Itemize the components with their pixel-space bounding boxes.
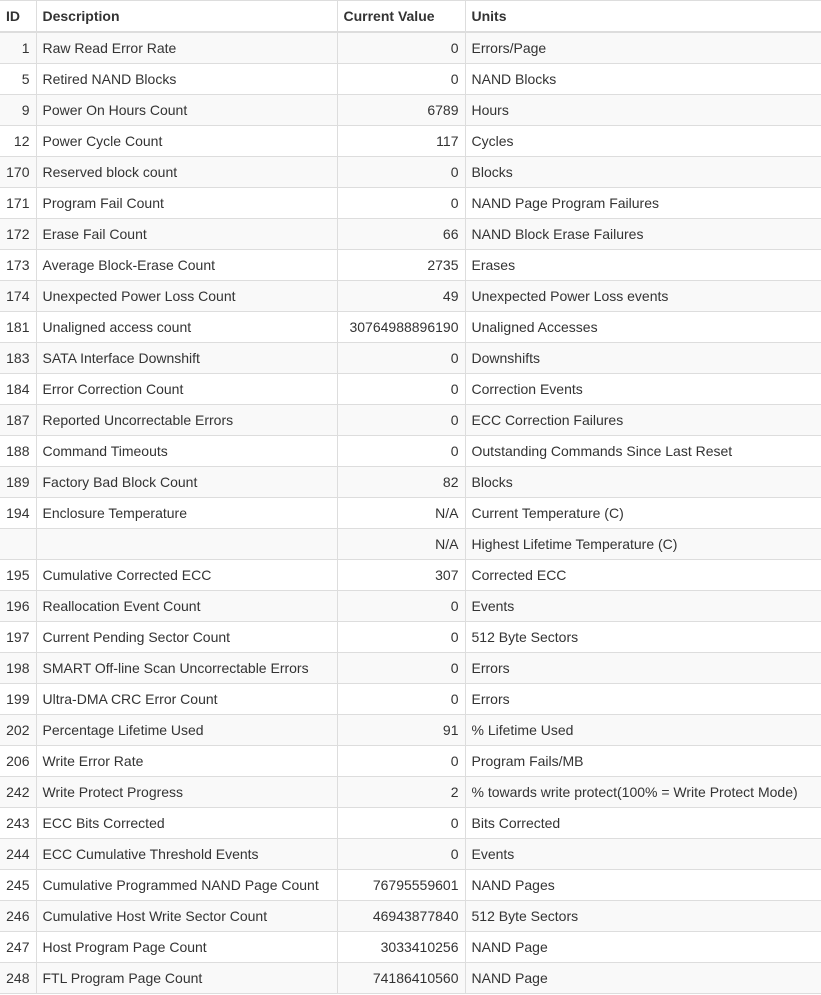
cell-units: % Lifetime Used (465, 715, 821, 746)
cell-units: Unaligned Accesses (465, 312, 821, 343)
cell-units: Errors (465, 653, 821, 684)
cell-description: Cumulative Programmed NAND Page Count (36, 870, 337, 901)
table-row (0, 808, 821, 839)
cell-id: 194 (0, 498, 36, 529)
cell-description: Enclosure Temperature (36, 498, 337, 529)
cell-units: Errors/Page (465, 32, 821, 64)
cell-current-value: 82 (337, 467, 465, 498)
cell-description: Reallocation Event Count (36, 591, 337, 622)
cell-id: 187 (0, 405, 36, 436)
table-body (0, 32, 821, 994)
table-row (0, 436, 821, 467)
cell-id: 172 (0, 219, 36, 250)
table-row (0, 529, 821, 560)
cell-current-value: N/A (337, 498, 465, 529)
cell-description: Program Fail Count (36, 188, 337, 219)
table-row (0, 901, 821, 932)
cell-current-value: 30764988896190 (337, 312, 465, 343)
cell-description: Raw Read Error Rate (36, 32, 337, 64)
cell-description: Ultra-DMA CRC Error Count (36, 684, 337, 715)
cell-id: 183 (0, 343, 36, 374)
cell-current-value: 0 (337, 157, 465, 188)
table-row (0, 591, 821, 622)
cell-id: 197 (0, 622, 36, 653)
table-row (0, 746, 821, 777)
cell-units: Cycles (465, 126, 821, 157)
cell-description: Reserved block count (36, 157, 337, 188)
cell-current-value: 0 (337, 405, 465, 436)
cell-id: 202 (0, 715, 36, 746)
cell-id: 199 (0, 684, 36, 715)
cell-units: NAND Pages (465, 870, 821, 901)
cell-current-value: 0 (337, 746, 465, 777)
cell-units: 512 Byte Sectors (465, 901, 821, 932)
cell-id: 245 (0, 870, 36, 901)
cell-id: 12 (0, 126, 36, 157)
cell-units: Blocks (465, 467, 821, 498)
column-header-description[interactable]: Description (36, 1, 337, 33)
cell-current-value: 91 (337, 715, 465, 746)
table-row (0, 281, 821, 312)
cell-description: Write Error Rate (36, 746, 337, 777)
cell-units: % towards write protect(100% = Write Protect Mode) (465, 777, 821, 808)
cell-id: 170 (0, 157, 36, 188)
cell-description: Erase Fail Count (36, 219, 337, 250)
cell-description: SATA Interface Downshift (36, 343, 337, 374)
cell-current-value: 46943877840 (337, 901, 465, 932)
cell-description: Percentage Lifetime Used (36, 715, 337, 746)
cell-units: NAND Page Program Failures (465, 188, 821, 219)
column-header-current-value[interactable]: Current Value (337, 1, 465, 33)
cell-id: 188 (0, 436, 36, 467)
cell-units: Outstanding Commands Since Last Reset (465, 436, 821, 467)
cell-id: 206 (0, 746, 36, 777)
cell-id: 171 (0, 188, 36, 219)
cell-current-value: 0 (337, 436, 465, 467)
cell-current-value: 0 (337, 684, 465, 715)
cell-current-value: 0 (337, 374, 465, 405)
table-row (0, 126, 821, 157)
cell-units: Correction Events (465, 374, 821, 405)
cell-description: Factory Bad Block Count (36, 467, 337, 498)
cell-units: Errors (465, 684, 821, 715)
table-row (0, 498, 821, 529)
table-row (0, 684, 821, 715)
cell-units: Unexpected Power Loss events (465, 281, 821, 312)
table-row (0, 839, 821, 870)
cell-id: 5 (0, 64, 36, 95)
cell-units: 512 Byte Sectors (465, 622, 821, 653)
table-row (0, 250, 821, 281)
column-header-id[interactable]: ID (0, 1, 36, 33)
cell-units: Program Fails/MB (465, 746, 821, 777)
table-row (0, 467, 821, 498)
cell-current-value: N/A (337, 529, 465, 560)
cell-units: NAND Page (465, 932, 821, 963)
cell-id: 198 (0, 653, 36, 684)
cell-id: 246 (0, 901, 36, 932)
cell-id: 247 (0, 932, 36, 963)
cell-current-value: 0 (337, 188, 465, 219)
table-row (0, 560, 821, 591)
cell-units: Bits Corrected (465, 808, 821, 839)
cell-description: Cumulative Host Write Sector Count (36, 901, 337, 932)
cell-description (36, 529, 337, 560)
cell-current-value: 3033410256 (337, 932, 465, 963)
cell-id: 196 (0, 591, 36, 622)
table-row (0, 715, 821, 746)
table-row (0, 777, 821, 808)
table-row (0, 312, 821, 343)
table-row (0, 932, 821, 963)
cell-current-value: 6789 (337, 95, 465, 126)
cell-description: Write Protect Progress (36, 777, 337, 808)
cell-units: Current Temperature (C) (465, 498, 821, 529)
cell-units: Erases (465, 250, 821, 281)
cell-units: Hours (465, 95, 821, 126)
cell-units: NAND Page (465, 963, 821, 994)
cell-current-value: 0 (337, 343, 465, 374)
cell-description: ECC Bits Corrected (36, 808, 337, 839)
cell-current-value: 2735 (337, 250, 465, 281)
cell-current-value: 74186410560 (337, 963, 465, 994)
cell-current-value: 0 (337, 839, 465, 870)
cell-description: Unexpected Power Loss Count (36, 281, 337, 312)
cell-description: Cumulative Corrected ECC (36, 560, 337, 591)
cell-current-value: 0 (337, 808, 465, 839)
cell-id: 181 (0, 312, 36, 343)
cell-description: Unaligned access count (36, 312, 337, 343)
table-row (0, 405, 821, 436)
table-row (0, 188, 821, 219)
cell-id: 243 (0, 808, 36, 839)
table-row (0, 64, 821, 95)
cell-description: Average Block-Erase Count (36, 250, 337, 281)
cell-current-value: 117 (337, 126, 465, 157)
cell-current-value: 0 (337, 653, 465, 684)
table-row (0, 963, 821, 994)
table-row (0, 32, 821, 64)
cell-id: 1 (0, 32, 36, 64)
cell-id: 242 (0, 777, 36, 808)
cell-current-value: 0 (337, 591, 465, 622)
cell-description: ECC Cumulative Threshold Events (36, 839, 337, 870)
cell-current-value: 307 (337, 560, 465, 591)
cell-id: 173 (0, 250, 36, 281)
cell-description: SMART Off-line Scan Uncorrectable Errors (36, 653, 337, 684)
cell-id (0, 529, 36, 560)
cell-current-value: 76795559601 (337, 870, 465, 901)
cell-description: Host Program Page Count (36, 932, 337, 963)
header-row (0, 1, 821, 33)
cell-units: ECC Correction Failures (465, 405, 821, 436)
cell-description: Error Correction Count (36, 374, 337, 405)
cell-current-value: 0 (337, 64, 465, 95)
table-row (0, 870, 821, 901)
table-row (0, 157, 821, 188)
table-row (0, 622, 821, 653)
table-header (0, 1, 821, 33)
cell-units: Highest Lifetime Temperature (C) (465, 529, 821, 560)
cell-id: 195 (0, 560, 36, 591)
cell-current-value: 0 (337, 32, 465, 64)
cell-current-value: 66 (337, 219, 465, 250)
cell-description: Power Cycle Count (36, 126, 337, 157)
cell-current-value: 49 (337, 281, 465, 312)
cell-units: Downshifts (465, 343, 821, 374)
cell-id: 244 (0, 839, 36, 870)
cell-id: 184 (0, 374, 36, 405)
table-row (0, 374, 821, 405)
cell-units: Corrected ECC (465, 560, 821, 591)
cell-description: FTL Program Page Count (36, 963, 337, 994)
cell-units: Events (465, 839, 821, 870)
table-row (0, 653, 821, 684)
cell-id: 189 (0, 467, 36, 498)
cell-id: 248 (0, 963, 36, 994)
table-row (0, 343, 821, 374)
table-row (0, 95, 821, 126)
cell-current-value: 2 (337, 777, 465, 808)
cell-current-value: 0 (337, 622, 465, 653)
cell-description: Reported Uncorrectable Errors (36, 405, 337, 436)
cell-description: Retired NAND Blocks (36, 64, 337, 95)
cell-id: 9 (0, 95, 36, 126)
cell-description: Current Pending Sector Count (36, 622, 337, 653)
cell-description: Command Timeouts (36, 436, 337, 467)
cell-description: Power On Hours Count (36, 95, 337, 126)
column-header-units[interactable]: Units (465, 1, 821, 33)
cell-units: NAND Block Erase Failures (465, 219, 821, 250)
table-row (0, 219, 821, 250)
cell-id: 174 (0, 281, 36, 312)
cell-units: NAND Blocks (465, 64, 821, 95)
cell-units: Blocks (465, 157, 821, 188)
cell-units: Events (465, 591, 821, 622)
